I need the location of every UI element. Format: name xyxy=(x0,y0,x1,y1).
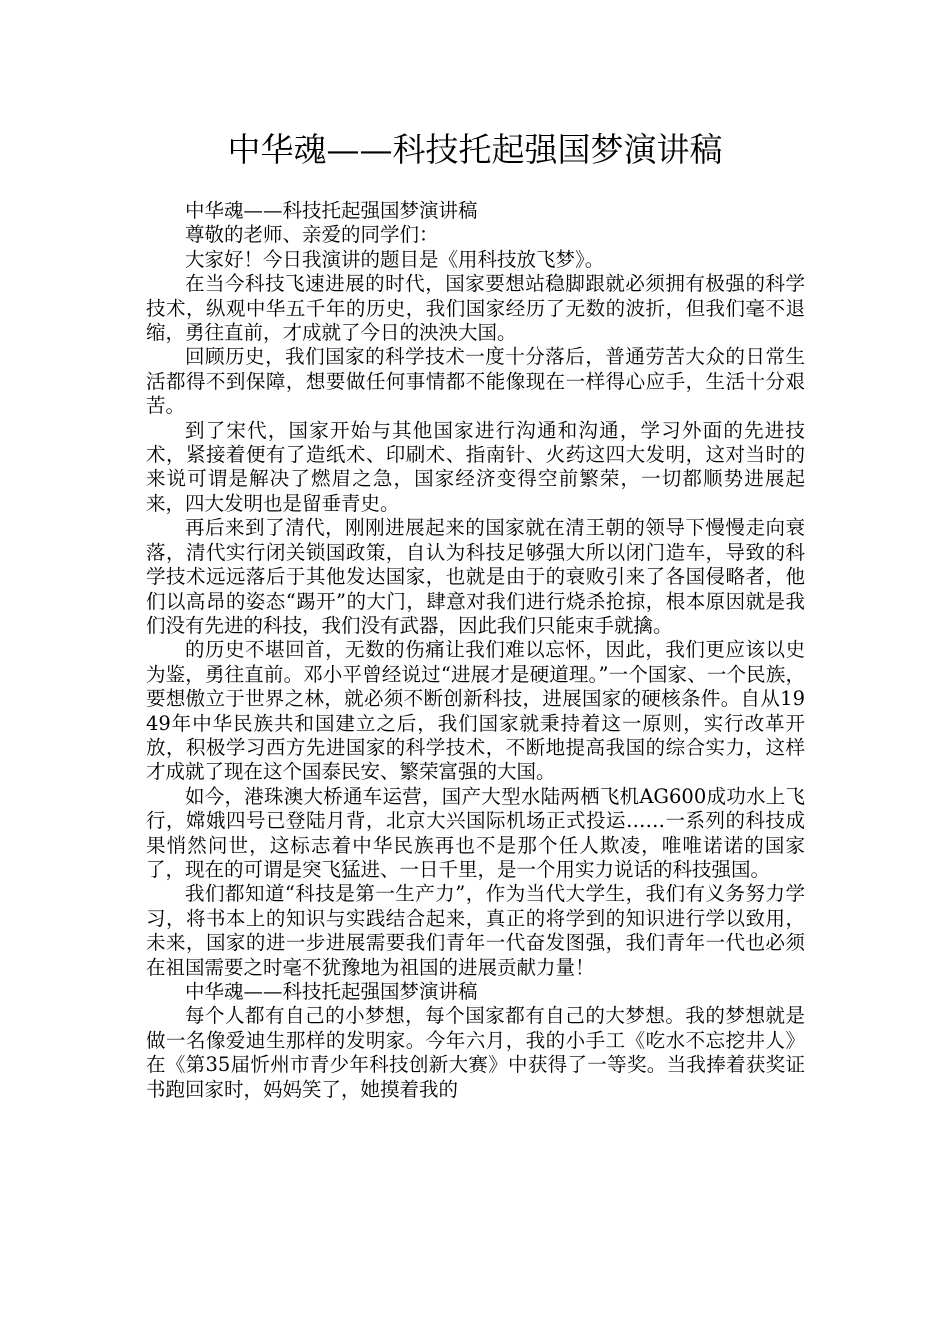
paragraph: 大家好！今日我演讲的题目是《用科技放飞梦》。 xyxy=(185,247,605,271)
paragraph: 的历史不堪回首，无数的伤痛让我们难以忘怀，因此，我们更应该以史为鉴，勇往直前。邓小平曾经说过“进展才是硬道理。”一个国家、一个民族，要想傲立于世界之林，就必须不断创新科技，进展国家的硬核条件。自从1949年中华民族共和国建立之后，我们国家就秉持着这一原则，实行改革开放，积极学习西方先进国家的科学技术，不断地提高我国的综合实力，这样才成就了现在这个国泰民安、繁荣富强的大国。 xyxy=(146,638,805,784)
paragraph: 每个人都有自己的小梦想，每个国家都有自己的大梦想。我的梦想就是做一名像爱迪生那样的发明家。今年六月，我的小手工《吃水不忘挖井人》在《第35届忻州市青少年科技创新大赛》中获得了一等奖。当我捧着获奖证书跑回家时，妈妈笑了，她摸着我的 xyxy=(146,1004,805,1101)
paragraph: 回顾历史，我们国家的科学技术一度十分落后，普通劳苦大众的日常生活都得不到保障，想要做任何事情都不能像现在一样得心应手，生活十分艰苦。 xyxy=(146,345,805,418)
document-title: 中华魂——科技托起强国梦演讲稿 xyxy=(227,130,723,169)
paragraph: 我们都知道“科技是第一生产力”，作为当代大学生，我们有义务努力学习，将书本上的知识与实践结合起来，真正的将学到的知识进行学以致用，未来，国家的进一步进展需要我们青年一代奋发图强，我们青年一代也必须在祖国需要之时毫不犹豫地为祖国的进展贡献力量！ xyxy=(146,882,805,979)
document-body xyxy=(146,199,805,1102)
paragraph: 到了宋代，国家开始与其他国家进行沟通和沟通，学习外面的先进技术，紧接着便有了造纸术、印刷术、指南针、火药这四大发明，这对当时的来说可谓是解决了燃眉之急，国家经济变得空前繁荣，一切都顺势进展起来，四大发明也是留垂青史。 xyxy=(146,418,805,515)
paragraph: 在当今科技飞速进展的时代，国家要想站稳脚跟就必须拥有极强的科学技术，纵观中华五千年的历史，我们国家经历了无数的波折，但我们毫不退缩，勇往直前，才成就了今日的泱泱大国。 xyxy=(146,272,805,345)
paragraph: 中华魂——科技托起强国梦演讲稿 xyxy=(185,199,478,222)
paragraph: 中华魂——科技托起强国梦演讲稿 xyxy=(185,980,478,1003)
paragraph: 再后来到了清代，刚刚进展起来的国家就在清王朝的领导下慢慢走向衰落，清代实行闭关锁国政策，自认为科技足够强大所以闭门造车，导致的科学技术远远落后于其他发达国家，也就是由于的衰败引来了各国侵略者，他们以高昂的姿态“踢开”的大门，肆意对我们进行烧杀抢掠，根本原因就是我们没有先进的科技，我们没有武器，因此我们只能束手就擒。 xyxy=(146,516,805,637)
paragraph: 如今，港珠澳大桥通车运营，国产大型水陆两栖飞机AG600成功水上飞行，嫦娥四号已登陆月背，北京大兴国际机场正式投运……一系列的科技成果悄然问世，这标志着中华民族再也不是那个任人欺凌，唯唯诺诺的国家了，现在的可谓是突飞猛进、一日千里，是一个用实力说话的科技强国。 xyxy=(146,784,805,881)
paragraph: 尊敬的老师、亲爱的同学们： xyxy=(185,223,439,247)
